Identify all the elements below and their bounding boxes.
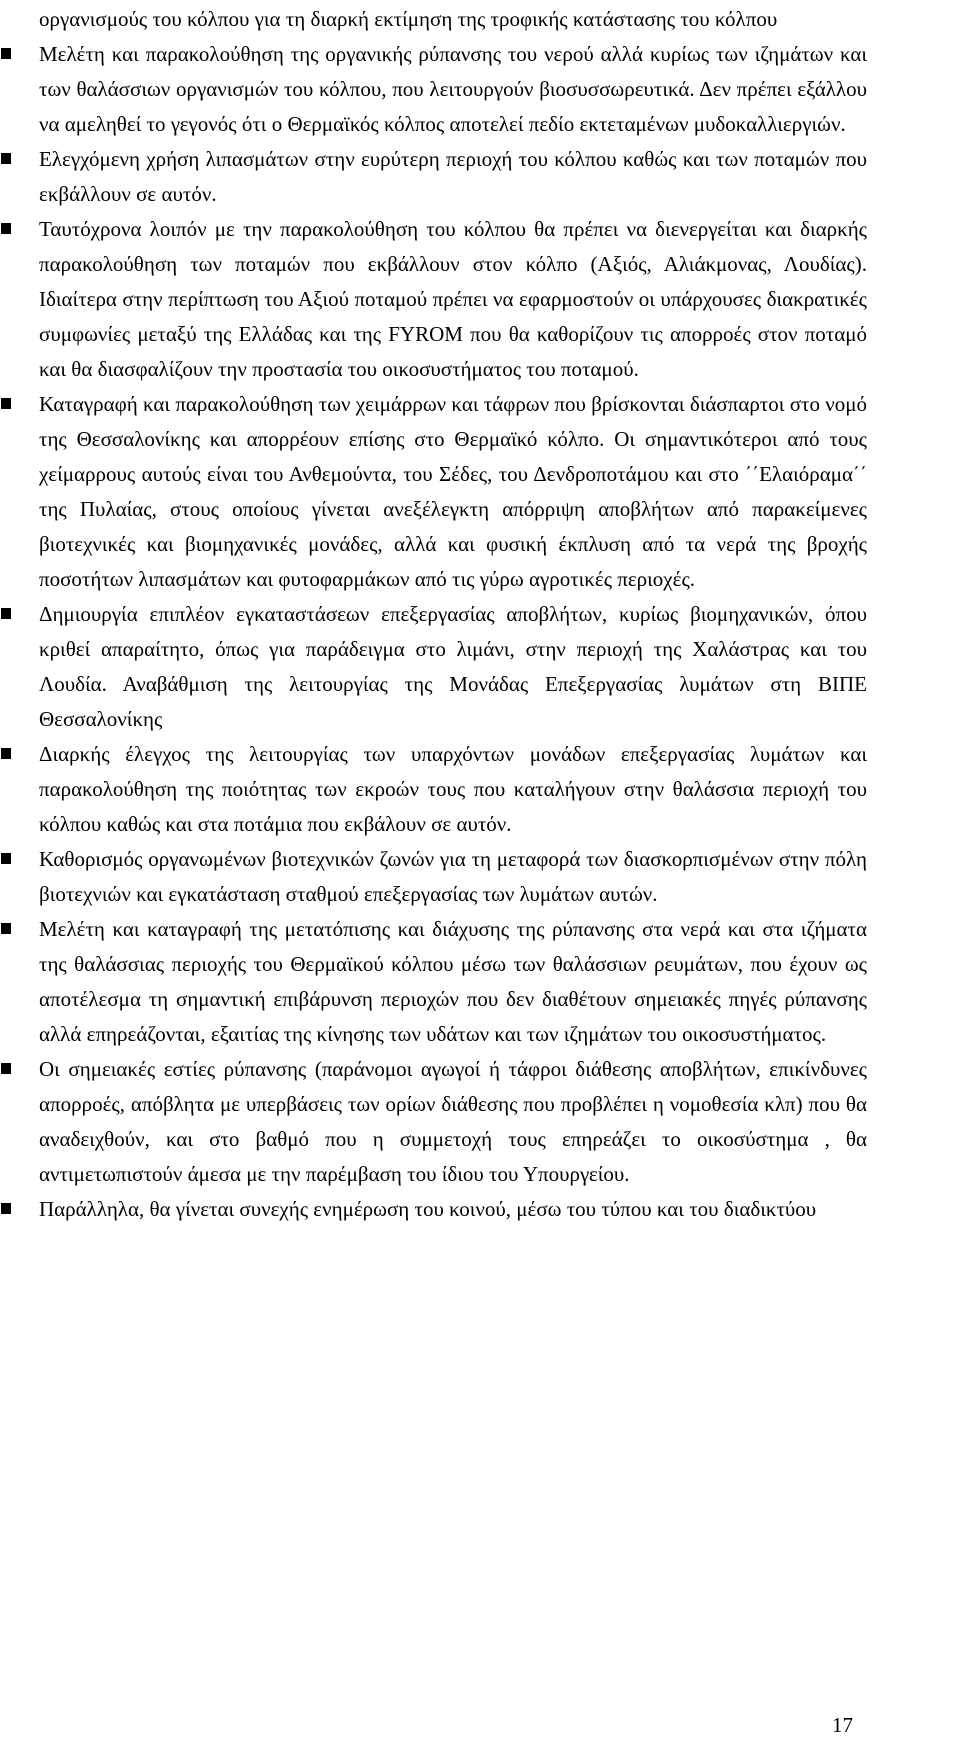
list-item-text: Ταυτόχρονα λοιπόν με την παρακολούθηση του κόλπου θα πρέπει να διενεργείται και διαρκής παρακολούθηση των ποταμών που εκβάλλουν στον κόλπο (Αξιός, Αλιάκμονας, Λουδίας). Ιδιαίτερα στην περίπτωση του Αξιού ποταμού πρέπει να εφαρμοστούν οι υπάρχουσες διακρατικές συμφωνίες μεταξύ της Ελλάδας και της FYROM που θα καθορίζουν τις απορροές στον ποταμό και θα διασφαλίζουν την προστασία του οικοσυστήματος του ποταμού.	[39, 217, 867, 381]
list-item	[39, 842, 867, 912]
square-bullet-icon	[1, 153, 11, 164]
list-item-text: Δημιουργία επιπλέον εγκαταστάσεων επεξεργασίας αποβλήτων, κυρίως βιομηχανικών, όπου κριθεί απαραίτητο, όπως για παράδειγμα στο λιμάνι, στην περιοχή της Χαλάστρας και του Λουδία. Αναβάθμιση της λειτουργίας της Μονάδας Επεξεργασίας λυμάτων στη ΒΙΠΕ Θεσσαλονίκης	[39, 602, 867, 731]
list-item	[39, 912, 867, 1052]
square-bullet-icon	[1, 1203, 11, 1214]
square-bullet-icon	[1, 398, 11, 409]
list-item-text: Καθορισμός οργανωμένων βιοτεχνικών ζωνών για τη μεταφορά των διασκορπισμένων στην πόλη βιοτεχνιών και εγκατάσταση σταθμού επεξεργασίας των λυμάτων αυτών.	[39, 847, 867, 906]
page-number: 17	[832, 1713, 853, 1737]
list-item	[39, 597, 867, 737]
list-item-text: Ελεγχόμενη χρήση λιπασμάτων στην ευρύτερη περιοχή του κόλπου καθώς και των ποταμών που εκβάλλουν σε αυτόν.	[39, 147, 867, 206]
list-item-text: Μελέτη και παρακολούθηση της οργανικής ρύπανσης του νερού αλλά κυρίως των ιζημάτων και των θαλάσσιων οργανισμών του κόλπου, που λειτουργούν βιοσυσσωρευτικά. Δεν πρέπει εξάλλου να αμεληθεί το γεγονός ότι ο Θερμαϊκός κόλπος αποτελεί πεδίο εκτεταμένων μυδοκαλλιεργιών.	[39, 42, 867, 136]
square-bullet-icon	[1, 48, 11, 59]
square-bullet-icon	[1, 923, 11, 934]
list-item	[39, 387, 867, 597]
square-bullet-icon	[1, 223, 11, 234]
square-bullet-icon	[1, 608, 11, 619]
recommendation-list	[39, 37, 867, 1227]
square-bullet-icon	[1, 853, 11, 864]
list-item-text: Διαρκής έλεγχος της λειτουργίας των υπαρχόντων μονάδων επεξεργασίας λυμάτων και παρακολούθηση της ποιότητας των εκροών τους που καταλήγουν στην θαλάσσια περιοχή του κόλπου καθώς και στα ποτάμια που εκβάλουν σε αυτόν.	[39, 742, 867, 836]
square-bullet-icon	[1, 748, 11, 759]
list-item	[39, 1052, 867, 1192]
list-item	[39, 737, 867, 842]
list-item	[39, 142, 867, 212]
list-item-text: Μελέτη και καταγραφή της μετατόπισης και διάχυσης της ρύπανσης στα νερά και στα ιζήματα της θαλάσσιας περιοχής του Θερμαϊκού κόλπου μέσω των θαλάσσιων ρευμάτων, που έχουν ως αποτέλεσμα τη σημαντική επιβάρυνση περιοχών που δεν διαθέτουν σημειακές πηγές ρύπανσης αλλά επηρεάζονται, εξαιτίας της κίνησης των υδάτων και των ιζημάτων του οικοσυστήματος.	[39, 917, 867, 1046]
square-bullet-icon	[1, 1063, 11, 1074]
list-item	[39, 37, 867, 142]
document-page	[39, 0, 867, 1227]
list-item	[39, 212, 867, 387]
list-item-text: Καταγραφή και παρακολούθηση των χειμάρρων και τάφρων που βρίσκονται διάσπαρτοι στο νομό της Θεσσαλονίκης και απορρέουν επίσης στο Θερμαϊκό κόλπο. Οι σημαντικότεροι από τους χείμαρρους αυτούς είναι του Ανθεμούντα, του Σέδες, του Δενδροποτάμου και στο ΄΄Ελαιόραμα΄΄ της Πυλαίας, στους οποίους γίνεται ανεξέλεγκτη απόρριψη αποβλήτων από παρακείμενες βιοτεχνικές και βιομηχανικές μονάδες, αλλά και φυσική έκπλυση από τα νερά της βροχής ποσοτήτων λιπασμάτων και φυτοφαρμάκων από τις γύρω αγροτικές περιοχές.	[39, 392, 867, 591]
list-item	[39, 1192, 867, 1227]
list-item-text: Παράλληλα, θα γίνεται συνεχής ενημέρωση του κοινού, μέσω του τύπου και του διαδικτύου	[39, 1197, 817, 1221]
continuation-paragraph: οργανισμούς του κόλπου για τη διαρκή εκτίμηση της τροφικής κατάστασης του κόλπου	[39, 7, 778, 31]
list-item-text: Οι σημειακές εστίες ρύπανσης (παράνομοι αγωγοί ή τάφροι διάθεσης αποβλήτων, επικίνδυνες απορροές, απόβλητα με υπερβάσεις των ορίων διάθεσης που προβλέπει η νομοθεσία κλπ) που θα αναδειχθούν, και στο βαθμό που η συμμετοχή τους επηρεάζει το οικοσύστημα , θα αντιμετωπιστούν άμεσα με την παρέμβαση του ίδιου του Υπουργείου.	[39, 1057, 867, 1186]
